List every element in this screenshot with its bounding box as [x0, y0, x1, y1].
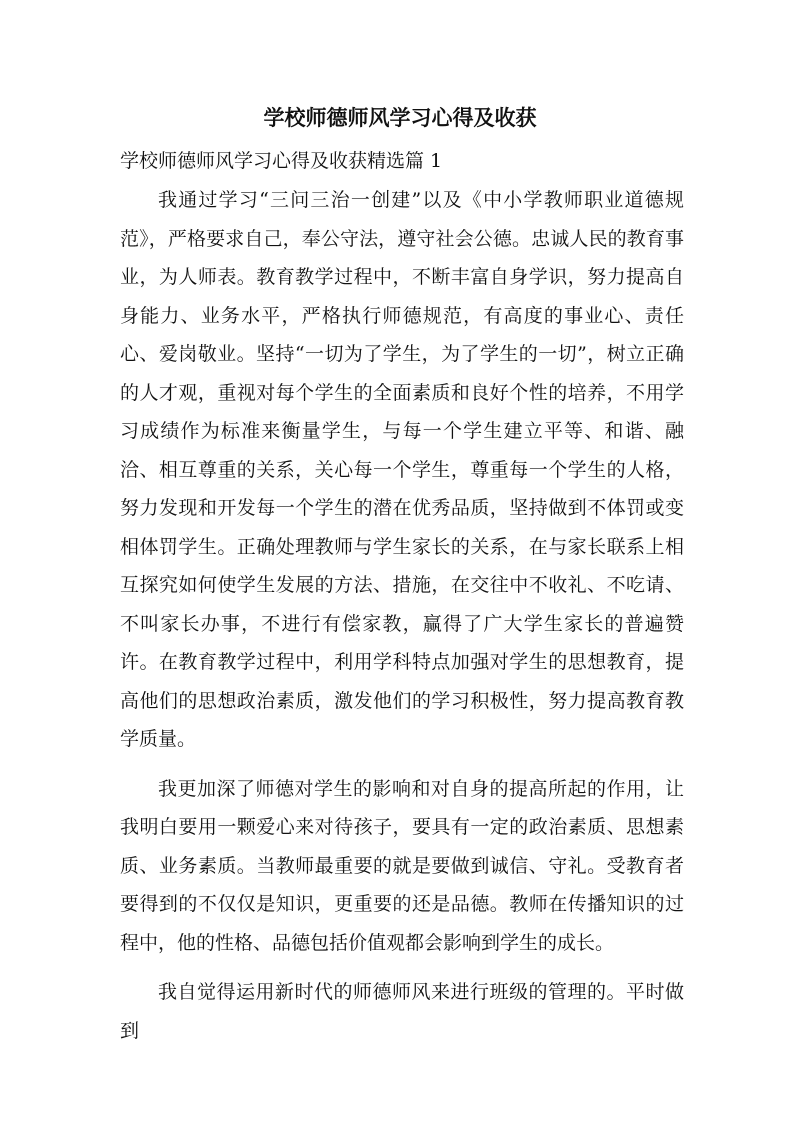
- document-title: 学校师德师风学习心得及收获: [263, 105, 537, 130]
- section-heading: 学校师德师风学习心得及收获精选篇 1: [120, 150, 443, 172]
- paragraph-3: 我自觉得运用新时代的师德师风来进行班级的管理的。平时做到: [120, 981, 684, 1042]
- paragraph-2: 我更加深了师德对学生的影响和对自身的提高所起的作用，让我明白要用一颗爱心来对待孩子，要具有一定的政治素质、思想素质、业务素质。当教师最重要的就是要做到诚信、守礼。受教育者要得到的不仅仅是知识，更重要的还是品德。教师在传播知识的过程中，他的性格、品德包括价值观都会影响到学生的成长。: [120, 777, 684, 954]
- document-body: [120, 181, 684, 1061]
- paragraph-1: 我通过学习“三问三治一创建”以及《中小学教师职业道德规范》，严格要求自己，奉公守法，遵守社会公德。忠诚人民的教育事业，为人师表。教育教学过程中，不断丰富自身学识，努力提高自身能力、业务水平，严格执行师德规范，有高度的事业心、责任心、爱岗敬业。坚持“一切为了学生，为了学生的一切”，树立正确的人才观，重视对每个学生的全面素质和良好个性的培养，不用学习成绩作为标准来衡量学生，与每一个学生建立平等、和谐、融洽、相互尊重的关系，关心每一个学生，尊重每一个学生的人格，努力发现和开发每一个学生的潜在优秀品质，坚持做到不体罚或变相体罚学生。正确处理教师与学生家长的关系，在与家长联系上相互探究如何使学生发展的方法、措施，在交往中不收礼、不吃请、不叫家长办事，不进行有偿家教，赢得了广大学生家长的普遍赞许。在教育教学过程中，利用学科特点加强对学生的思想教育，提高他们的思想政治素质，激发他们的学习积极性，努力提高教育教学质量。: [120, 189, 684, 750]
